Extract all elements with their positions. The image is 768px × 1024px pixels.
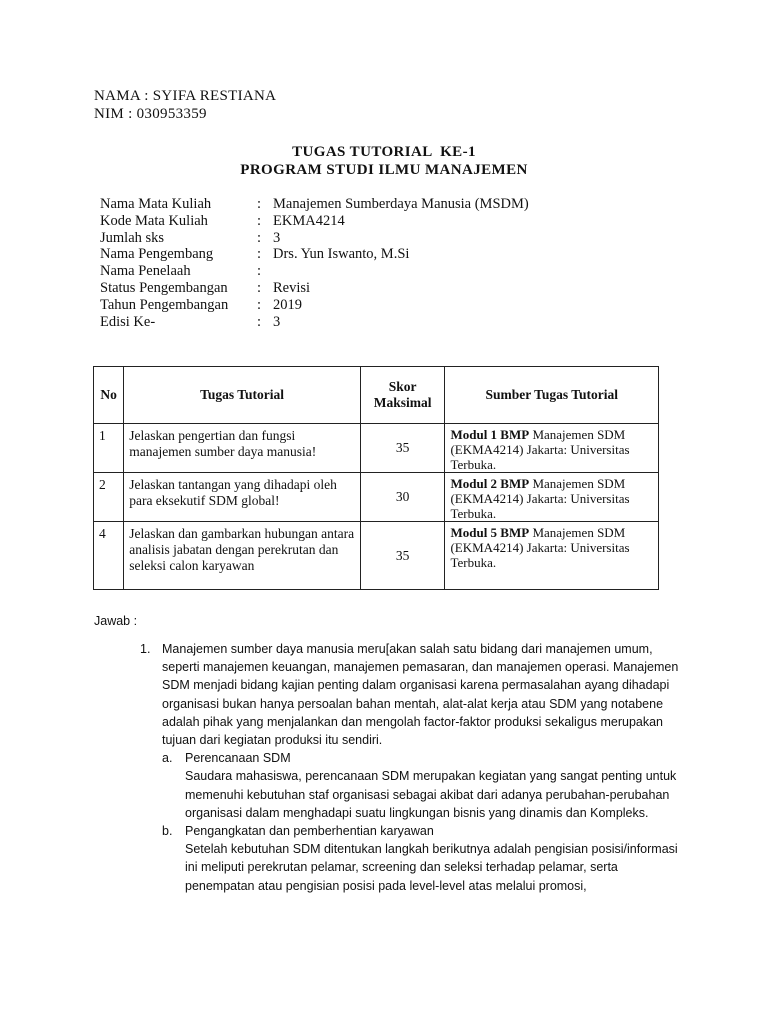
cell-skor: 30 [360, 473, 445, 522]
info-label: Nama Penelaah [100, 263, 191, 280]
info-value: Drs. Yun Iswanto, M.Si [273, 246, 410, 263]
answer-subitem [162, 749, 685, 822]
info-label: Edisi Ke- [100, 313, 156, 330]
cell-source [445, 522, 659, 590]
table-row [94, 473, 659, 522]
subitem-body: Saudara mahasiswa, perencanaan SDM merupakan kegiatan yang sangat penting untuk memenuhi kebutuhan staf organisasi sebagai akibat dari adanya perubahan-perubahan organisasi dalam menghadapi suatu lingkungan bisnis yang dinamis dan Kompleks. [185, 769, 677, 820]
course-info [100, 196, 529, 330]
answer-intro: Manajemen sumber daya manusia meru[akan salah satu bidang dari manajemen umum, seperti manajemen keuangan, manajemen pemasaran, dan manajemen operasi. Manajemen SDM menjadi bidang kajian penting dalam organisasi karena permasalahan ayang dihadapi organisasi bukan hanya persoalan bahan mentah, alat-alat kerja atau SDM yang notabene adalah pihak yang menjalankan dan mengolah factor-faktor produksi sekaligus merupakan tujuan dari kegiatan produksi itu sendiri. [162, 642, 679, 748]
document-title [0, 143, 768, 179]
cell-task: Jelaskan pengertian dan fungsi manajemen sumber daya manusia! [124, 424, 361, 473]
header-source: Sumber Tugas Tutorial [445, 367, 659, 424]
info-value: 3 [273, 313, 281, 330]
subitem-letter: b. [162, 824, 173, 839]
info-row [100, 297, 529, 314]
info-value: 3 [273, 229, 281, 246]
answer-label: Jawab : [94, 614, 138, 628]
answer-section [140, 640, 685, 895]
info-colon: : [257, 246, 262, 263]
header-no: No [94, 367, 124, 424]
cell-source [445, 424, 659, 473]
info-value: Manajemen Sumberdaya Manusia (MSDM) [273, 196, 529, 212]
answer-subitem [162, 822, 685, 895]
subitem-body: Setelah kebutuhan SDM ditentukan langkah berikutnya adalah pengisian posisi/informasi ini meliputi perekrutan pelamar, screening dan seleksi terhadap pelamar, serta penempatan atau pengisian posisi pada level-level atas melalui promosi, [185, 842, 678, 893]
info-row [100, 213, 529, 230]
header-skor-line2: Maksimal [373, 395, 432, 410]
student-identity [94, 87, 276, 123]
info-colon: : [257, 263, 262, 280]
source-module: Modul 5 BMP [450, 525, 530, 540]
table-row [94, 522, 659, 590]
subitem-title: Pengangkatan dan pemberhentian karyawan [185, 824, 434, 839]
header-skor-line1: Skor [388, 379, 417, 394]
subitem-letter: a. [162, 751, 173, 766]
table-row [94, 424, 659, 473]
student-nim: NIM : 030953359 [94, 106, 207, 122]
info-label: Nama Mata Kuliah [100, 196, 212, 212]
info-row [100, 280, 529, 297]
subitem-title: Perencanaan SDM [185, 751, 291, 766]
table-header-row [94, 367, 659, 424]
header-skor [360, 367, 445, 424]
info-colon: : [257, 279, 262, 296]
info-value: Revisi [273, 279, 311, 296]
info-row [100, 196, 529, 213]
cell-no: 1 [94, 424, 124, 473]
cell-no: 2 [94, 473, 124, 522]
cell-skor: 35 [360, 424, 445, 473]
info-colon: : [257, 196, 262, 212]
info-colon: : [257, 212, 262, 229]
source-module: Modul 2 BMP [450, 476, 530, 491]
source-reference: Manajemen SDM (EKMA4214) Jakarta: Universitas Terbuka. [450, 427, 630, 472]
answer-number: 1. [140, 642, 151, 656]
cell-source [445, 473, 659, 522]
info-colon: : [257, 229, 262, 246]
cell-task: Jelaskan dan gambarkan hubungan antara analisis jabatan dengan perekrutan dan seleksi calon karyawan [124, 522, 361, 590]
student-name: NAMA : SYIFA RESTIANA [94, 88, 277, 104]
cell-task: Jelaskan tantangan yang dihadapi oleh para eksekutif SDM global! [124, 473, 361, 522]
source-reference: Manajemen SDM (EKMA4214) Jakarta: Universitas Terbuka. [450, 525, 630, 570]
info-colon: : [257, 313, 262, 330]
info-label: Tahun Pengembangan [100, 296, 229, 313]
info-row [100, 263, 529, 280]
info-label: Nama Pengembang [100, 246, 214, 263]
cell-skor: 35 [360, 522, 445, 590]
info-value: 2019 [273, 296, 302, 313]
info-label: Status Pengembangan [100, 279, 228, 296]
info-row [100, 246, 529, 263]
info-label: Jumlah sks [100, 229, 165, 246]
title-line-1: TUGAS TUTORIAL KE-1 [292, 144, 476, 160]
info-row [100, 230, 529, 247]
header-task: Tugas Tutorial [124, 367, 361, 424]
info-value: EKMA4214 [273, 212, 345, 229]
title-line-2: PROGRAM STUDI ILMU MANAJEMEN [240, 162, 528, 178]
source-reference: Manajemen SDM (EKMA4214) Jakarta: Universitas Terbuka. [450, 476, 630, 521]
source-module: Modul 1 BMP [450, 427, 530, 442]
info-row [100, 314, 529, 331]
cell-no: 4 [94, 522, 124, 590]
info-colon: : [257, 296, 262, 313]
info-label: Kode Mata Kuliah [100, 212, 208, 229]
tutorial-task-table [93, 366, 659, 590]
